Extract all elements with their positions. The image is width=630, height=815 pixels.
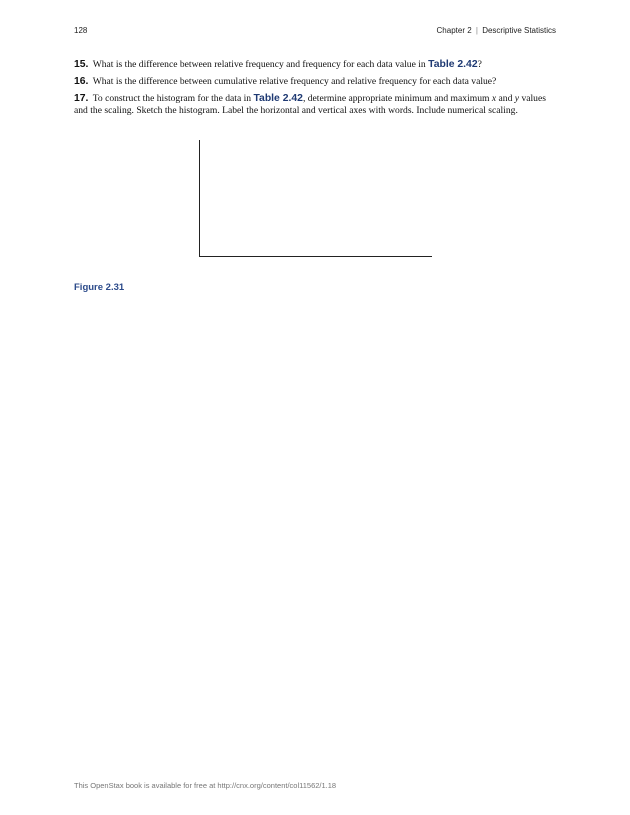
variable-y: y	[514, 93, 520, 104]
page-footer: This OpenStax book is available for free at http://cnx.org/content/col11562/1.18	[74, 781, 337, 790]
blank-histogram-axes	[199, 140, 432, 257]
question-number: 15.	[74, 59, 89, 70]
section-label: Descriptive Statistics	[482, 26, 556, 35]
question-17	[74, 93, 558, 117]
horizontal-axis	[199, 256, 432, 257]
vertical-axis	[199, 140, 200, 257]
header-separator: |	[475, 26, 478, 35]
question-text: What is the difference between relative frequency and frequency for each data value in	[92, 59, 429, 70]
table-link[interactable]: Table 2.42	[253, 93, 303, 104]
question-text: What is the difference between cumulative relative frequency and relative frequency for each data value?	[92, 76, 497, 87]
question-text: and	[496, 93, 515, 104]
question-number: 16.	[74, 76, 89, 87]
question-number: 17.	[74, 93, 89, 104]
table-link[interactable]: Table 2.42	[428, 59, 478, 70]
question-16	[74, 76, 558, 88]
question-text: values and the scaling. Sketch the histogram. Label the horizontal and vertical axes with words. Include numerical scaling.	[74, 93, 546, 116]
figure-caption: Figure 2.31	[74, 282, 125, 293]
question-text: , determine appropriate minimum and maximum	[302, 93, 492, 104]
page-number: 128	[74, 26, 88, 35]
chapter-label: Chapter 2	[436, 26, 472, 35]
question-text: To construct the histogram for the data in	[92, 93, 254, 104]
variable-x: x	[491, 93, 497, 104]
question-text-end: ?	[477, 59, 482, 70]
question-15	[74, 59, 558, 71]
running-title	[437, 26, 556, 35]
